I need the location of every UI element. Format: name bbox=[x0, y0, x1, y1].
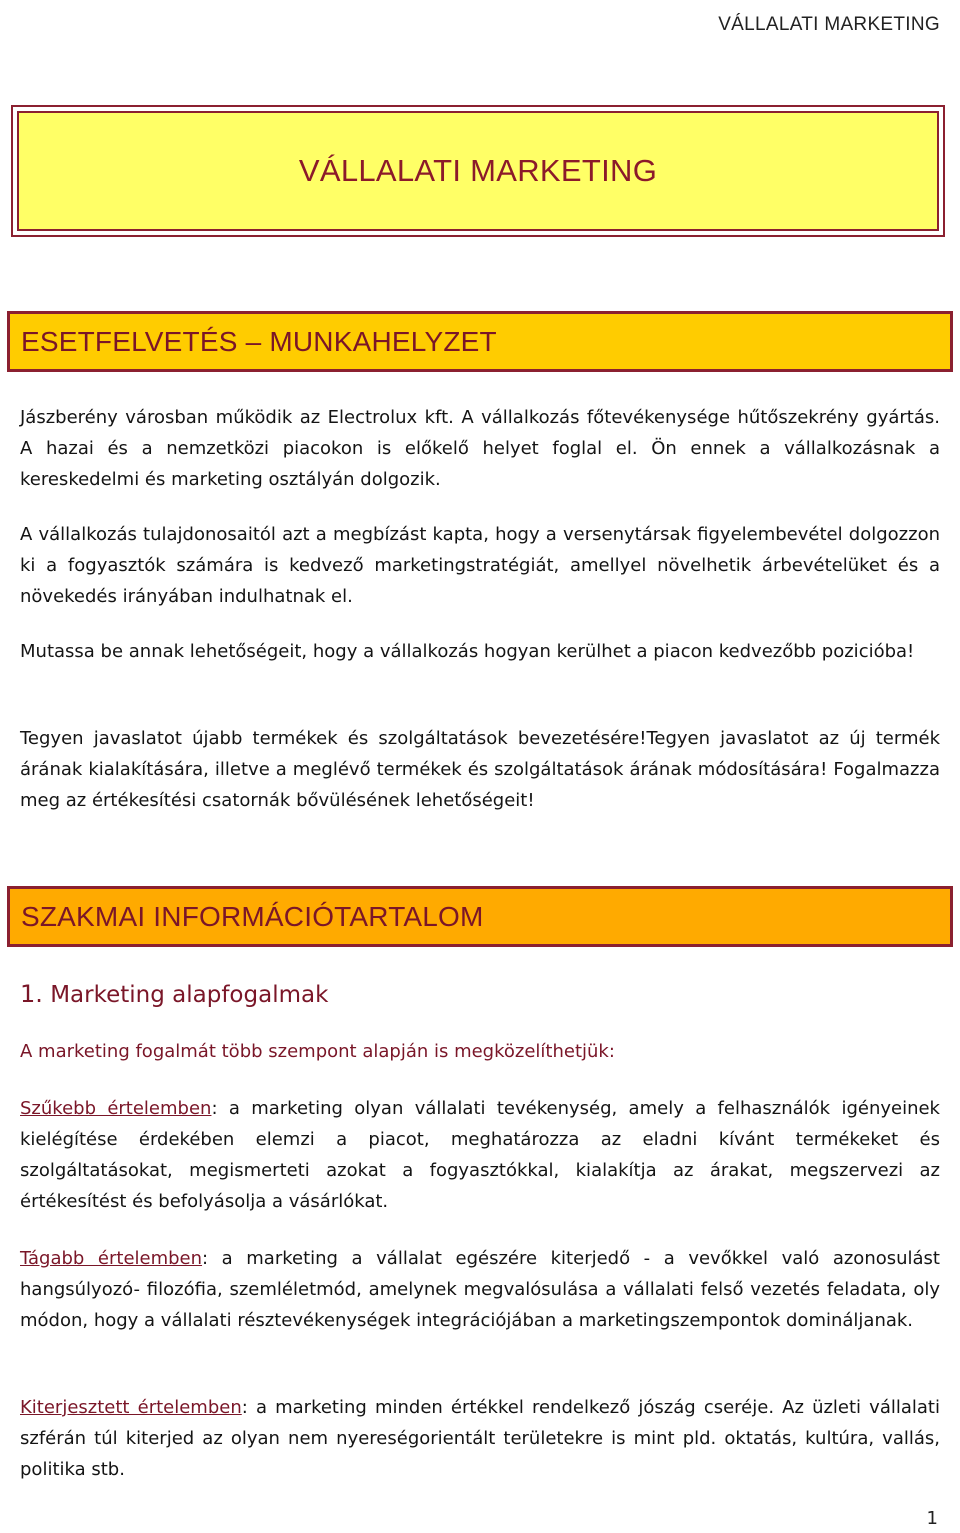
case-paragraph-4: Tegyen javaslatot újabb termékek és szolgáltatások bevezetésére!Tegyen javaslatot az új termék árának kialakítására, illetve a meglévő termékek és szolgáltatások árának módosítására! Fogalmazza meg az értékesítési csatornák bővülésének lehetőségeit! bbox=[20, 728, 940, 811]
title-box-inner bbox=[17, 111, 939, 231]
chapter-title: Marketing alapfogalmak bbox=[42, 982, 329, 1008]
section-label-case: ESETFELVETÉS – MUNKAHELYZET bbox=[21, 325, 497, 357]
definition-term-broad: Tágabb értelemben bbox=[20, 1248, 203, 1269]
chapter-heading bbox=[20, 980, 328, 1008]
section-bar-case bbox=[7, 311, 953, 372]
running-header: VÁLLALATI MARKETING bbox=[718, 14, 940, 35]
definition-extended bbox=[20, 1392, 940, 1485]
document-title: VÁLLALATI MARKETING bbox=[298, 153, 658, 188]
case-paragraph-2: A vállalkozás tulajdonosaitól azt a megbízást kapta, hogy a versenytársak figyelembevétel dolgozzon ki a fogyasztók számára is kedvező marketingstratégiát, amellyel növelhetik árbevételüket és a növekedés irányában indulhatnak el. bbox=[20, 524, 940, 607]
title-box bbox=[11, 105, 945, 237]
definition-text-broad: : a marketing a vállalat egészére kiterjedő - a vevőkkel való azonosulást hangsúlyozó- filozófia, szemléletmód, amelynek megvalósulása a vállalati felső vezetés feladata, oly módon, hogy a vállalati résztevékenységek integrációjában a marketingszempontok domináljanak. bbox=[20, 1248, 940, 1331]
case-paragraph-3: Mutassa be annak lehetőségeit, hogy a vállalkozás hogyan kerülhet a piacon kedvezőbb pozicióba! bbox=[20, 641, 915, 662]
definition-text-extended: : a marketing minden értékkel rendelkező jószág cseréje. Az üzleti vállalati szférán túl kiterjed az olyan nem nyereségorientált területekre is mint pld. oktatás, kultúra, vallás, politika stb. bbox=[20, 1397, 940, 1480]
definition-text-narrow: : a marketing olyan vállalati tevékenység, amely a felhasználók igényeinek kielégítése érdekében elemzi a piacot, meghatározza az eladni kívánt termékeket és szolgáltatásokat, megismerteti azokat a fogyasztókkal, kialakítja az árakat, megszervezi az értékesítést és befolyásolja a vásárlókat. bbox=[20, 1098, 940, 1212]
case-paragraph-1: Jászberény városban működik az Electrolux kft. A vállalkozás főtevékenysége hűtőszekrény gyártás. A hazai és a nemzetközi piacokon is előkelő helyet foglal el. Ön ennek a vállalkozásnak a kereskedelmi és marketing osztályán dolgozik. bbox=[20, 407, 940, 490]
subheading: A marketing fogalmát több szempont alapján is megközelíthetjük: bbox=[20, 1041, 615, 1062]
page-number: 1 bbox=[926, 1508, 938, 1529]
definition-term-narrow: Szűkebb értelemben bbox=[20, 1098, 212, 1119]
chapter-number: 1. bbox=[20, 980, 43, 1008]
definition-narrow bbox=[20, 1093, 940, 1217]
definition-broad bbox=[20, 1243, 940, 1336]
definition-term-extended: Kiterjesztett értelemben bbox=[20, 1397, 242, 1418]
section-bar-info bbox=[7, 886, 953, 947]
section-label-info: SZAKMAI INFORMÁCIÓTARTALOM bbox=[21, 900, 484, 932]
